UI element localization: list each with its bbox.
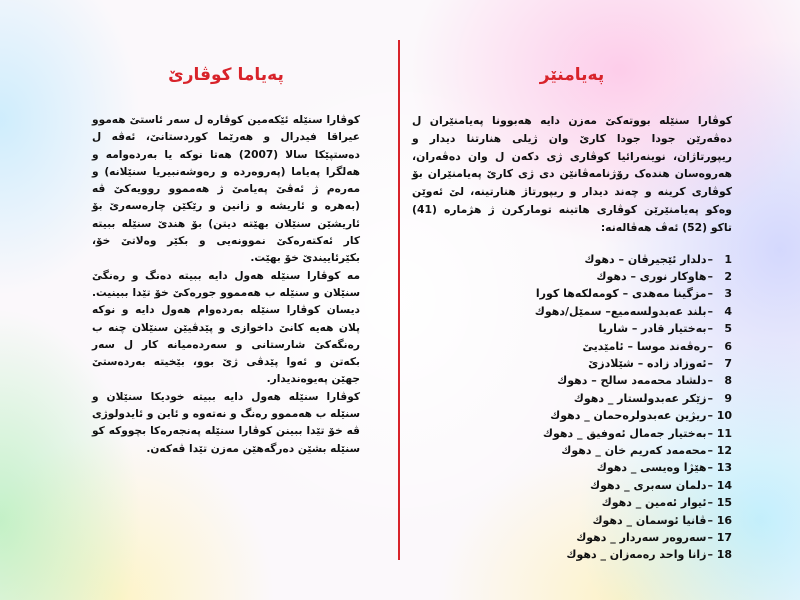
reporter-name: سەروەر سەردار _ دهوك — [576, 531, 707, 545]
reporter-name: دلمان سەبری _ دهوك — [590, 478, 707, 492]
reporter-name: زانا واحد رەمەزان _ دهوك — [566, 548, 707, 562]
reporter-item — [412, 494, 732, 511]
reporter-name: زێکر عەبدولستار _ دهوك — [573, 391, 707, 405]
message-paragraph-3: کوڤارا سنێلە هەول دایە ببیتە خودیکا سنێلان و سنێلە ب هەمموو رەنگ و نەتەوە و ئاین و ئایدولوژی ڤە خۆ تێدا ببینن کوڤارا سنێلە پەنجەرەکا بچووکە کو سنێلە بشێن دەرگەهێن مەزن تێدا ڤەکەن. — [92, 390, 360, 455]
reporter-separator: – — [707, 391, 713, 405]
reporter-item — [412, 372, 732, 389]
reporter-item — [412, 546, 732, 563]
reporter-item — [412, 459, 732, 476]
reporters-intro: کوڤارا سنێلە بووتەکێ مەزن دایە هەبوونا پەیامنێران ل دەڤەرێن جودا جودا کارێ وان ژیلی هنارتنا دیدار و ریپورتاژان، نوینەرائیا کوڤاری ژی دکەن ل وان دەڤەران، هەروەسان هندەک رۆژنامەڤانێن دی ژی کارێ پەیامنێران بۆ کوڤاری کرینە و چەند دیدار و ریپورتاژ هنارتینە، لێ ئەوێن وەکو پەیامنێرێن کوڤاری هاتینە تومارکرن ژ هژمارە (41) تاکو (52) ئەڤ هەڤالەنە: — [412, 114, 732, 234]
reporter-separator: – — [707, 409, 713, 423]
reporter-separator: – — [707, 357, 713, 371]
reporter-item — [412, 285, 732, 302]
reporter-name: ئیوار ئەمین _ دهوك — [601, 496, 707, 510]
reporter-number: 2 — [724, 269, 732, 283]
reporter-name: ڤانیا ئوسمان _ دهوك — [592, 513, 707, 527]
reporter-number: 11 — [716, 426, 732, 440]
reporter-item — [412, 529, 732, 546]
reporter-item — [412, 390, 732, 407]
reporter-item — [412, 442, 732, 459]
reporter-separator: – — [707, 252, 713, 266]
reporter-name: محەمەد کەریم خان _ دهوك — [561, 444, 707, 458]
reporters-title: پەیامنێر — [539, 65, 605, 85]
reporter-separator: – — [707, 322, 713, 336]
reporter-number: 10 — [716, 409, 732, 423]
reporter-separator: – — [707, 287, 713, 301]
reporter-item — [412, 407, 732, 424]
reporter-number: 13 — [716, 461, 732, 475]
reporter-item — [412, 512, 732, 529]
reporter-item — [412, 251, 732, 268]
reporter-item — [412, 320, 732, 337]
reporter-name: ئەوزاد زادە – شێلادزێ — [588, 357, 707, 371]
message-body — [92, 112, 360, 458]
reporter-separator: – — [707, 513, 713, 527]
reporter-item — [412, 303, 732, 320]
reporter-number: 12 — [716, 444, 732, 458]
reporter-separator: – — [707, 304, 713, 318]
reporter-name: بەختیار قادر – شاریا — [598, 322, 707, 336]
reporter-number: 1 — [724, 252, 732, 266]
column-divider — [398, 40, 400, 560]
reporters-list — [412, 251, 732, 564]
reporter-item — [412, 355, 732, 372]
reporter-number: 7 — [724, 357, 732, 371]
reporter-separator: – — [707, 496, 713, 510]
reporter-item — [412, 425, 732, 442]
reporter-number: 3 — [724, 287, 732, 301]
message-column — [92, 64, 360, 458]
reporter-separator: – — [707, 339, 713, 353]
reporter-number: 18 — [716, 548, 732, 562]
reporter-separator: – — [707, 444, 713, 458]
reporter-item — [412, 338, 732, 355]
reporter-separator: – — [707, 478, 713, 492]
reporter-name: مزگینا مەهدی – کومەلکەها کورا — [535, 287, 707, 301]
reporter-number: 8 — [724, 374, 732, 388]
reporter-separator: – — [707, 531, 713, 545]
reporter-item — [412, 477, 732, 494]
reporter-number: 5 — [724, 322, 732, 336]
reporter-number: 6 — [724, 339, 732, 353]
reporter-name: هاوکار نوری – دهوك — [596, 269, 707, 283]
reporter-number: 15 — [716, 496, 732, 510]
reporter-name: بەختیار جەمال ئەوفیق _ دهوك — [542, 426, 707, 440]
reporter-name: بلند عەبدولسەمیع– سمێل/دهوك — [534, 304, 707, 318]
reporter-name: دلشاد محەمەد سالح – دهوك — [557, 374, 707, 388]
reporter-separator: – — [707, 548, 713, 562]
reporter-name: ریژین عەبدولرەحمان _ دهوك — [550, 409, 707, 423]
reporter-number: 9 — [724, 391, 732, 405]
reporter-separator: – — [707, 426, 713, 440]
reporter-name: دلدار ئێجیرڤان – دهوك — [584, 252, 707, 266]
reporter-separator: – — [707, 374, 713, 388]
reporter-name: هێژا وەیسی _ دهوك — [596, 461, 707, 475]
reporter-number: 17 — [716, 531, 732, 545]
reporter-item — [412, 268, 732, 285]
reporter-number: 14 — [716, 478, 732, 492]
message-title: پەیاما کوڤارێ — [168, 65, 284, 85]
reporter-number: 16 — [716, 513, 732, 527]
message-paragraph-1: کوڤارا سنێلە ئێکەمین کوڤارە ل سەر ئاستێ هەموو عیراقا فیدرال و هەرێما کوردستانێ، ئەڤە ل دەستپێکا سالا (2007) هەتا نوکە یا بەردەوامە و هەلگرا پەیاما (پەروەردە و رەوشەنبیریا سنێلانە) و مەرەم ژ ئەڤێ پەیامێ ژ هەمموو روویەکێ ڤە (بەهرە و ئاریشە و زانین و رێکێن چارەسەرێ بۆ ئاریشێن سنێلان بهێتە دیتن) بۆ هندێ سنێلە ببیتە کار ئەکتەرەکێ نموونەیی و بکێر وەلاتێ خۆ، بکێرئاییندێ خۆ بهێت. — [92, 114, 360, 265]
reporter-separator: – — [707, 269, 713, 283]
reporter-separator: – — [707, 461, 713, 475]
reporters-column — [412, 64, 732, 564]
reporter-number: 4 — [724, 304, 732, 318]
message-paragraph-2: مە کوڤارا سنێلە هەول دایە ببیتە دەنگ و رەنگێ سنێلان و سنێلە ب هەمموو جورەکێ خۆ تێدا ببینیت. دیسان کوڤارا سنێلە بەردەوام هەول دایە و نوکە پلان هەیە کانێ داخوازی و پێدڤیێن سنێلان چنە ب رەنگەکێ شارستانی و سەردەمیانە کار ل سەر بکەتن و ئەوا پێدڤی ژێ بوو، بێخیتە بەردەستێ جهێن پەیوەندیدار. — [92, 269, 360, 386]
reporter-name: رەڤەند موسا – ئامێدیێ — [582, 339, 707, 353]
